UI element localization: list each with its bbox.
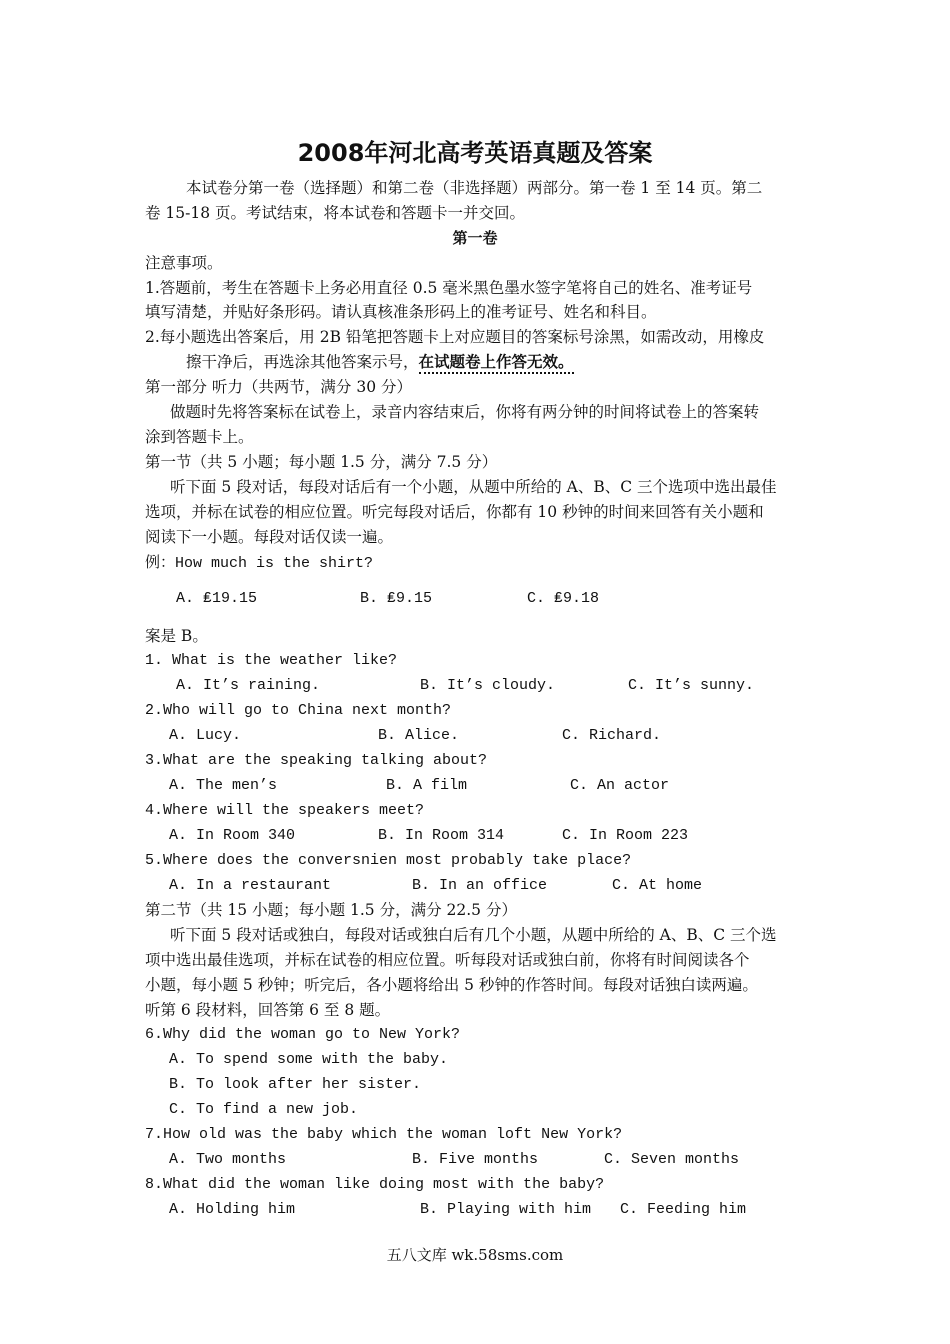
notice-2-emphasis: 在试题卷上作答无效。 [419, 353, 574, 374]
q1-option-b: B. It’s cloudy. [420, 677, 556, 694]
q1-option-a: A. It’s raining. [176, 677, 321, 694]
section-1-desc-line-2: 选项，并标在试卷的相应位置。听完每段对话后，你都有 10 秒钟的时间来回答有关小题和 [145, 503, 764, 521]
q2-option-c: C. Richard. [562, 727, 662, 744]
notice-1-line-1: 1.答题前，考生在答题卡上务必用直径 0.5 毫米黑色墨水签字笔将自己的姓名、准考证号 [145, 279, 753, 297]
notice-2-line-2 [186, 350, 574, 374]
q4-option-a: A. In Room 340 [169, 827, 296, 844]
q8-option-c: C. Feeding him [620, 1201, 747, 1218]
part-1-desc-line-2: 涂到答题卡上。 [145, 428, 254, 446]
section-1-desc-line-3: 阅读下一小题。每段对话仅读一遍。 [145, 528, 394, 546]
q8-option-b: B. Playing with him [420, 1201, 592, 1218]
example-option-b: B. ₤9.15 [360, 590, 433, 607]
section-2-heading: 第二节（共 15 小题；每小题 1.5 分，满分 22.5 分） [145, 901, 517, 919]
example-option-c: C. ₤9.18 [527, 590, 600, 607]
question-5: 5.Where does the conversnien most probably take place? [145, 852, 632, 869]
section-1-heading: 第一节（共 5 小题；每小题 1.5 分，满分 7.5 分） [145, 453, 498, 471]
section-2-desc-line-1: 听下面 5 段对话或独白，每段对话或独白后有几个小题，从题中所给的 A、B、C 三个选 [170, 926, 777, 944]
question-3: 3.What are the speaking talking about? [145, 752, 488, 769]
q5-option-c: C. At home [612, 877, 703, 894]
example-option-a: A. ₤19.15 [176, 590, 258, 607]
example-answer: 案是 B。 [145, 627, 208, 645]
question-2: 2.Who will go to China next month? [145, 702, 452, 719]
question-4: 4.Where will the speakers meet? [145, 802, 425, 819]
intro-line-2: 卷 15-18 页。考试结束，将本试卷和答题卡一并交回。 [145, 204, 526, 222]
section-1-desc-line-1: 听下面 5 段对话，每段对话后有一个小题，从题中所给的 A、B、C 三个选项中选出最佳 [170, 478, 777, 496]
example-question [145, 550, 373, 576]
example-question-text: 例：How much is the shirt? [145, 555, 374, 572]
q3-option-a: A. The men’s [169, 777, 278, 794]
question-1: 1. What is the weather like? [145, 652, 398, 669]
question-7: 7.How old was the baby which the woman loft New York? [145, 1126, 623, 1143]
question-8: 8.What did the woman like doing most with the baby? [145, 1176, 605, 1193]
q7-option-b: B. Five months [412, 1151, 539, 1168]
notice-1-line-2: 填写清楚，并贴好条形码。请认真核准条形码上的准考证号、姓名和科目。 [145, 303, 657, 321]
intro-line-1: 本试卷分第一卷（选择题）和第二卷（非选择题）两部分。第一卷 1 至 14 页。第二 [186, 179, 763, 197]
q7-option-c: C. Seven months [604, 1151, 740, 1168]
q3-option-b: B. A film [386, 777, 468, 794]
question-6: 6.Why did the woman go to New York? [145, 1026, 461, 1043]
notice-2-text: 擦干净后，再选涂其他答案示号， [186, 353, 419, 371]
q6-option-b: B. To look after her sister. [169, 1076, 422, 1093]
part-1-heading: 第一部分 听力（共两节，满分 30 分） [145, 378, 413, 396]
part-1-desc-line-1: 做题时先将答案标在试卷上，录音内容结束后，你将有两分钟的时间将试卷上的答案转 [170, 403, 760, 421]
notice-title: 注意事项。 [145, 254, 223, 272]
q2-option-a: A. Lucy. [169, 727, 242, 744]
q5-option-a: A. In a restaurant [169, 877, 332, 894]
q4-option-c: C. In Room 223 [562, 827, 689, 844]
material-6-heading: 听第 6 段材料，回答第 6 至 8 题。 [145, 1001, 391, 1019]
q8-option-a: A. Holding him [169, 1201, 296, 1218]
notice-2-line-1: 2.每小题选出答案后，用 2B 铅笔把答题卡上对应题目的答案标号涂黑，如需改动，用橡皮 [145, 328, 765, 346]
q4-option-b: B. In Room 314 [378, 827, 505, 844]
q7-option-a: A. Two months [169, 1151, 287, 1168]
q2-option-b: B. Alice. [378, 727, 460, 744]
q6-option-a: A. To spend some with the baby. [169, 1051, 449, 1068]
q5-option-b: B. In an office [412, 877, 548, 894]
page-footer: 五八文库 wk.58sms.com [386, 1246, 564, 1264]
volume-heading: 第一卷 [452, 229, 498, 247]
q3-option-c: C. An actor [570, 777, 670, 794]
section-2-desc-line-2: 项中选出最佳选项，并标在试卷的相应位置。听每段对话或独白前，你将有时间阅读各个 [145, 951, 750, 969]
section-2-desc-line-3: 小题，每小题 5 秒钟；听完后，各小题将给出 5 秒钟的作答时间。每段对话独白读两遍。 [145, 976, 758, 994]
q1-option-c: C. It’s sunny. [628, 677, 755, 694]
page-title: 2008年河北高考英语真题及答案 [297, 139, 653, 167]
q6-option-c: C. To find a new job. [169, 1101, 359, 1118]
